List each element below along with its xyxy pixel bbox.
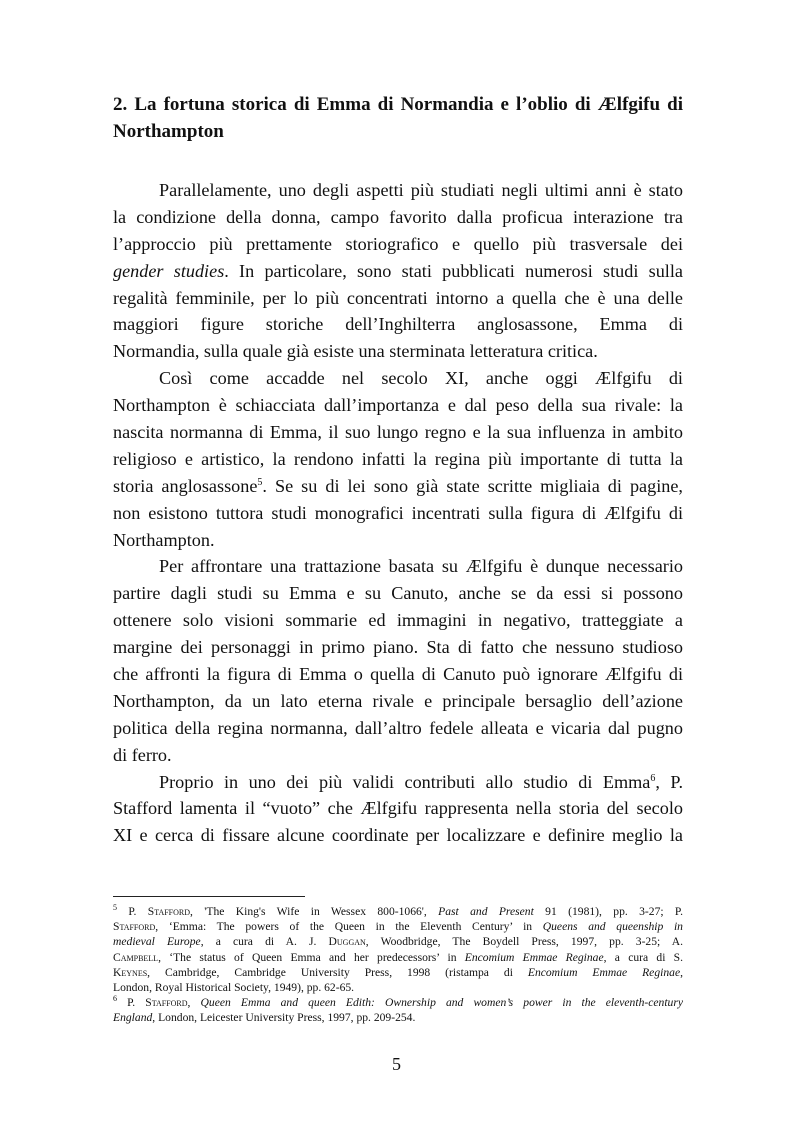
body-text <box>113 177 683 849</box>
text-line: ottenere solo visioni sommarie ed immagini in negativo, tratteggiate a <box>113 610 683 631</box>
text-line: Normandia, sulla quale già esiste una sterminata letteratura critica. <box>113 341 598 362</box>
heading-line: 2. La fortuna storica di Emma di Normandia e l’oblio di Ælfgifu di <box>113 94 683 115</box>
text-line: partire dagli studi su Emma e su Canuto, anche se da essi si possono <box>113 583 683 604</box>
footnote-line: Keynes, Cambridge, Cambridge University Press, 1998 (ristampa di Encomium Emmae Reginae, <box>113 965 683 979</box>
text-line: Northampton, da un lato eterna rivale e principale bersaglio dell’azione <box>113 690 683 711</box>
text-line: Northampton è schiacciata dall’importanza e dal peso della sua rivale: la <box>113 395 683 416</box>
text-line: che affronti la figura di Emma o quella di Canuto può ignorare Ælfgifu di <box>113 664 683 685</box>
heading-line: Northampton <box>113 120 224 142</box>
text-line: Stafford lamenta il “vuoto” che Ælfgifu rappresenta nella storia del secolo <box>113 798 683 819</box>
text-line: storia anglosassone$^5$. Se su di lei sono già state scritte migliaia di pagine, <box>113 475 683 496</box>
footnote-number: 5 <box>113 904 117 913</box>
text-line: maggiori figure storiche dell’Inghilterra anglosassone, Emma di <box>113 314 683 335</box>
footnote-line: medieval Europe, a cura di A. J. Duggan, Woodbridge, The Boydell Press, 1997, pp. 3-25; A. <box>113 935 683 949</box>
text-line: regalità femminile, per lo più concentrati intorno a quella che è una delle <box>113 287 683 308</box>
footnote-line: Stafford, ‘Emma: The powers of the Queen in the Eleventh Century’ in Queens and queenship in <box>113 920 683 934</box>
italic-term: gender studies <box>113 260 225 281</box>
text-line: margine dei personaggi in primo piano. Sta di fatto che nessuno studioso <box>113 637 683 658</box>
footnote-line: England, London, Leicester University Press, 1997, pp. 209-254. <box>113 1011 416 1025</box>
page-number: 5 <box>392 1054 401 1074</box>
text-line: nascita normanna di Emma, il suo lungo regno e la sua influenza in ambito <box>113 422 683 443</box>
text-line: di ferro. <box>113 744 172 765</box>
footnote-ref[interactable]: 5 <box>257 476 263 488</box>
text-line: Proprio in uno dei più validi contributi allo studio di Emma$^6$, P. <box>159 771 683 792</box>
text-line: non esistono tuttora studi monografici incentrati sulla figura di Ælfgifu di <box>113 502 683 523</box>
text-line: politica della regina normanna, dall’altro fedele alleata e vicaria dal pugno <box>113 717 683 738</box>
text-line: l’approccio più prettamente storiografico e quello più trasversale dei <box>113 233 683 254</box>
footnote-ref[interactable]: 6 <box>650 772 656 784</box>
footnotes <box>113 904 683 1026</box>
text-line: Parallelamente, uno degli aspetti più studiati negli ultimi anni è stato <box>159 180 683 200</box>
text-line: Per affrontare una trattazione basata su Ælfgifu è dunque necessario <box>159 556 683 577</box>
section-heading <box>113 92 683 146</box>
text-line: Così come accadde nel secolo XI, anche oggi Ælfgifu di <box>159 368 683 389</box>
text-line: religioso e artistico, la rendono infatti la regina più importante di tutta la <box>113 448 683 469</box>
text-line: gender studies. In particolare, sono stati pubblicati numerosi studi sulla <box>113 260 683 281</box>
footnote-line: London, Royal Historical Society, 1949), pp. 62-65. <box>113 980 355 994</box>
text-line: Northampton. <box>113 529 215 550</box>
footnote-line: $^5$ P. Stafford, 'The King's Wife in Wessex 800-1066', Past and Present 91 (1981), pp. 3-27; P. <box>113 904 683 918</box>
footnote-line: $^6$ P. Stafford, Queen Emma and queen Edith: Ownership and women’s power in the eleventh-century <box>113 995 683 1010</box>
text-line: XI e cerca di fissare alcune coordinate per localizzare e definire meglio la <box>113 825 683 846</box>
text-line: la condizione della donna, campo favorito dalla proficua interazione tra <box>113 206 683 227</box>
footnote-line: Campbell, ‘The status of Queen Emma and her predecessors’ in Encomium Emmae Reginae, a cura di S. <box>113 950 683 964</box>
footnote-number: 6 <box>113 995 117 1004</box>
footnote-divider <box>113 896 305 897</box>
